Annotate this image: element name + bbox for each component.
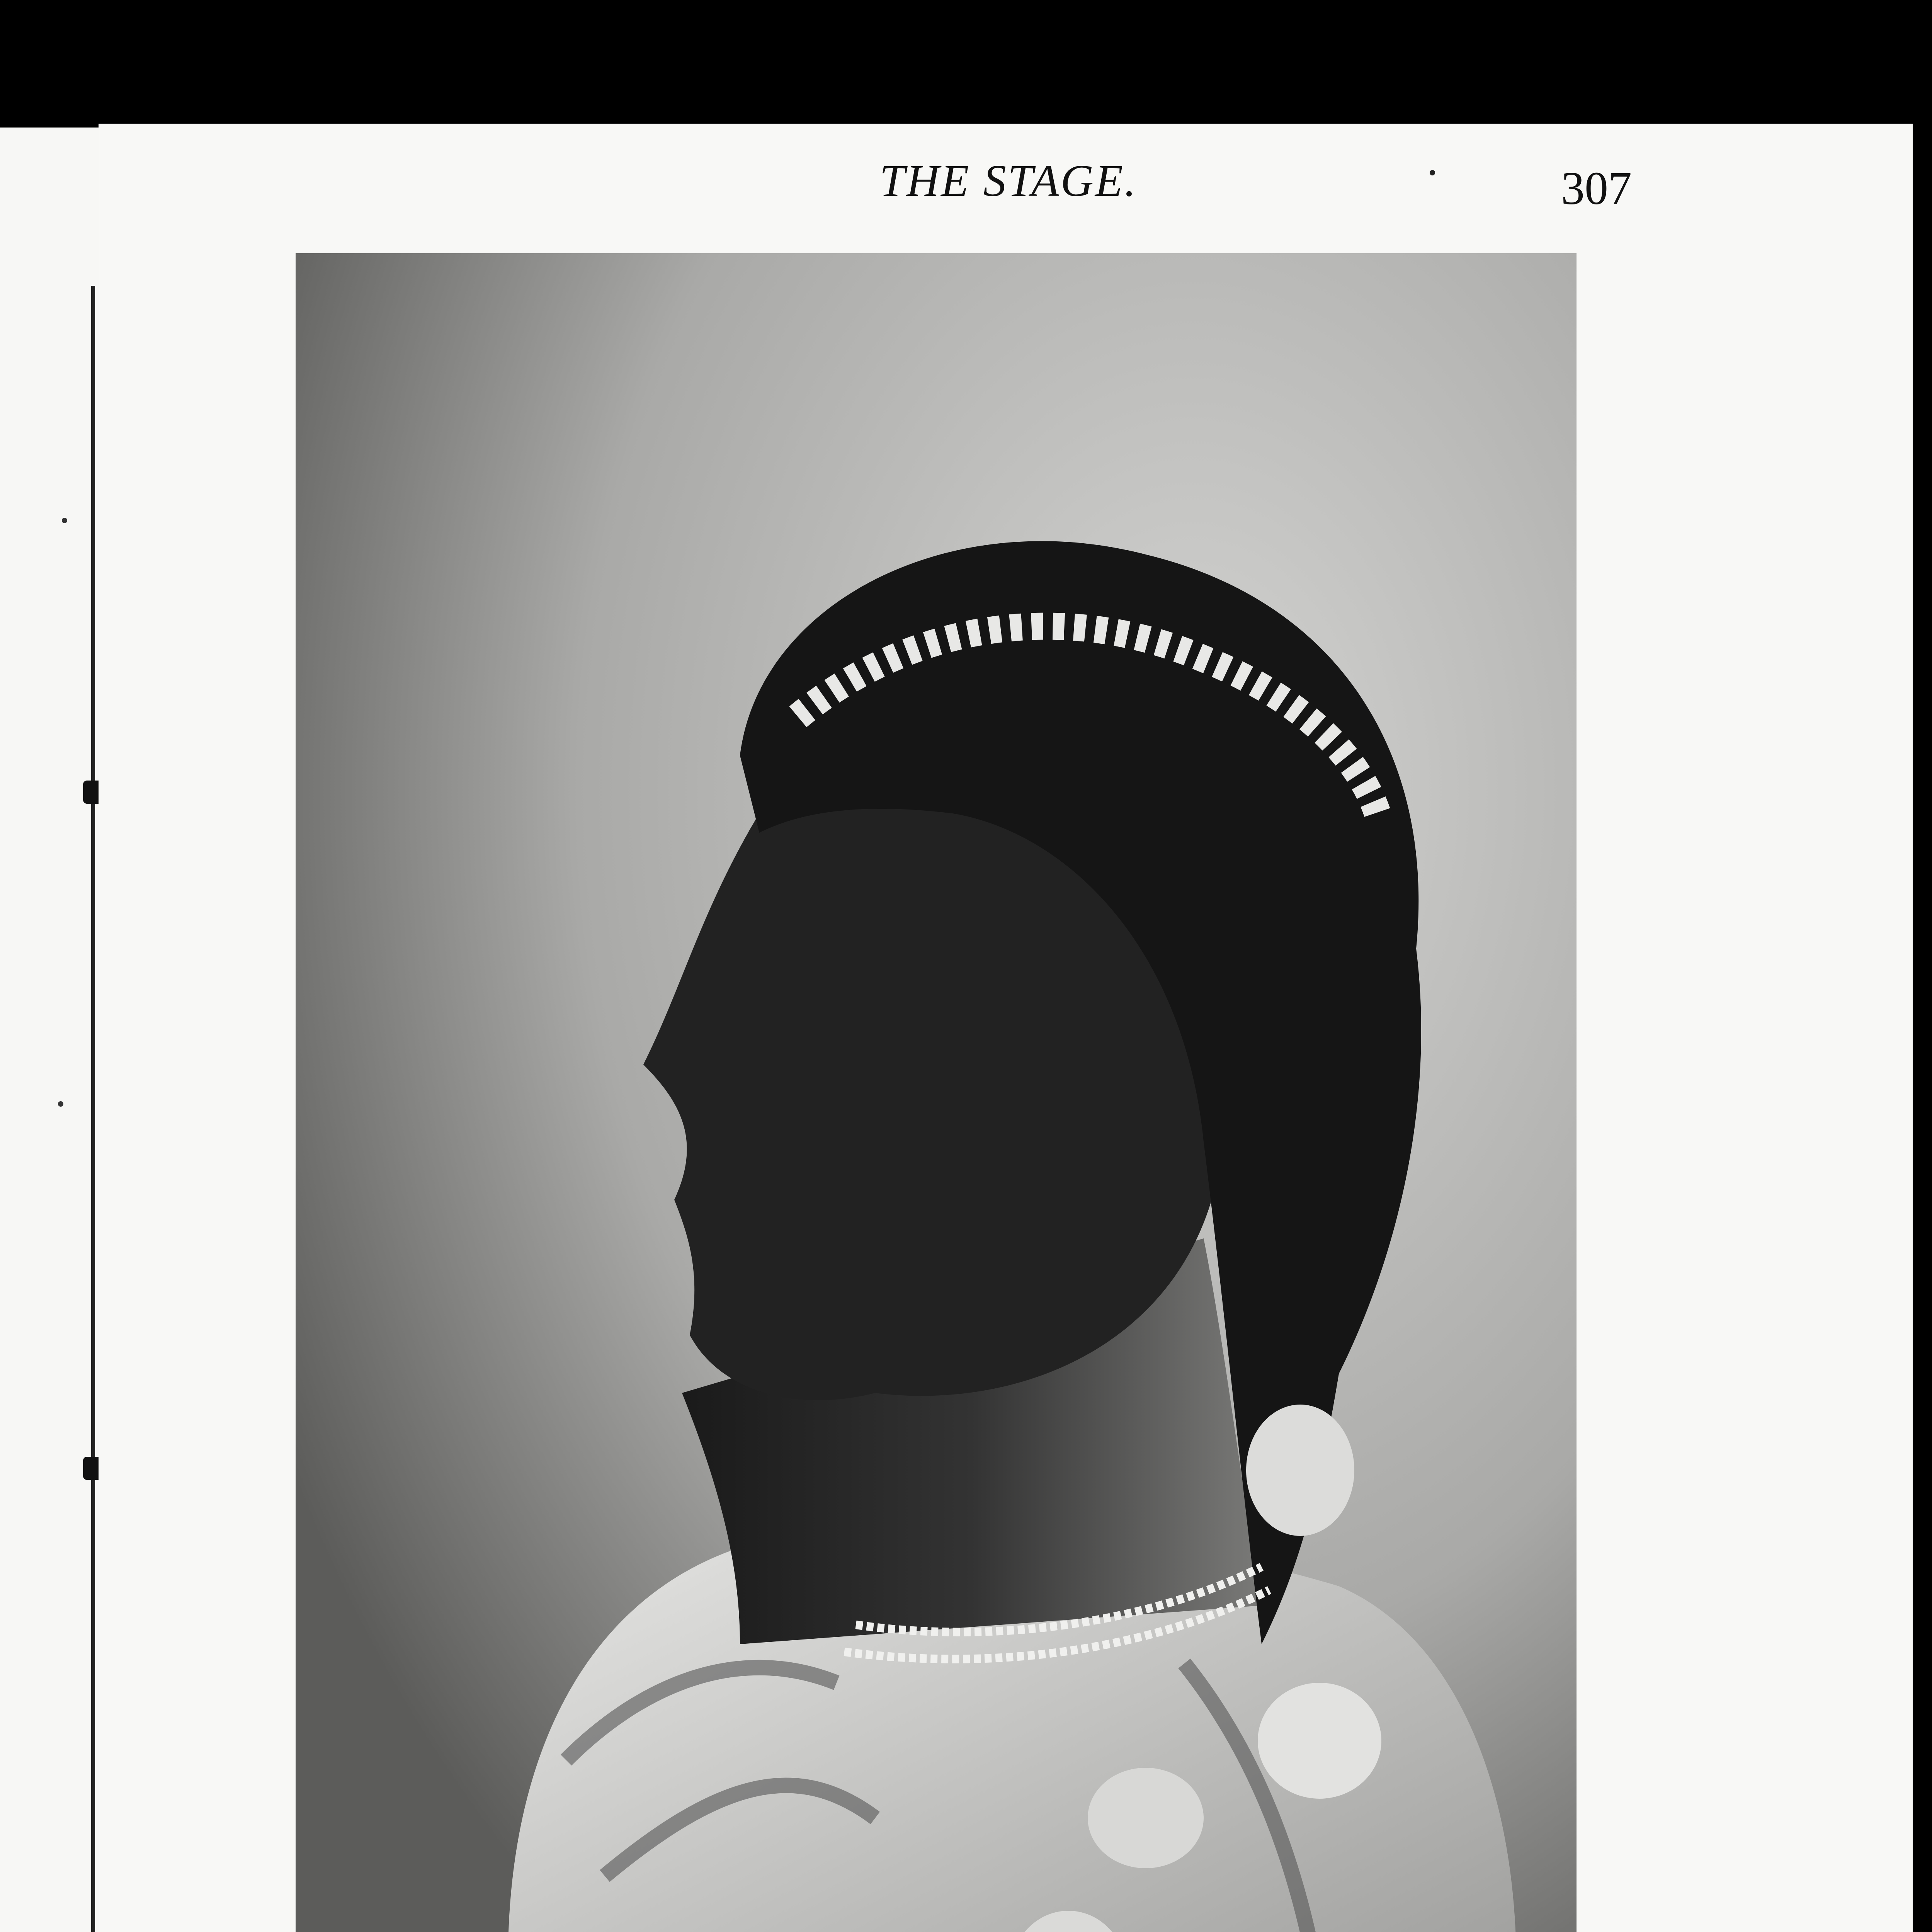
previous-page-edge [0, 128, 101, 1932]
scan-speck [62, 518, 67, 523]
printer-dot [1430, 170, 1435, 175]
scan-speck [58, 1101, 63, 1107]
portrait-illustration [296, 253, 1577, 1932]
binding-gutter [91, 286, 95, 1932]
page-number: 307 [1561, 162, 1632, 214]
running-head: THE STAGE. [879, 155, 1138, 206]
portrait-photo [296, 253, 1577, 1932]
